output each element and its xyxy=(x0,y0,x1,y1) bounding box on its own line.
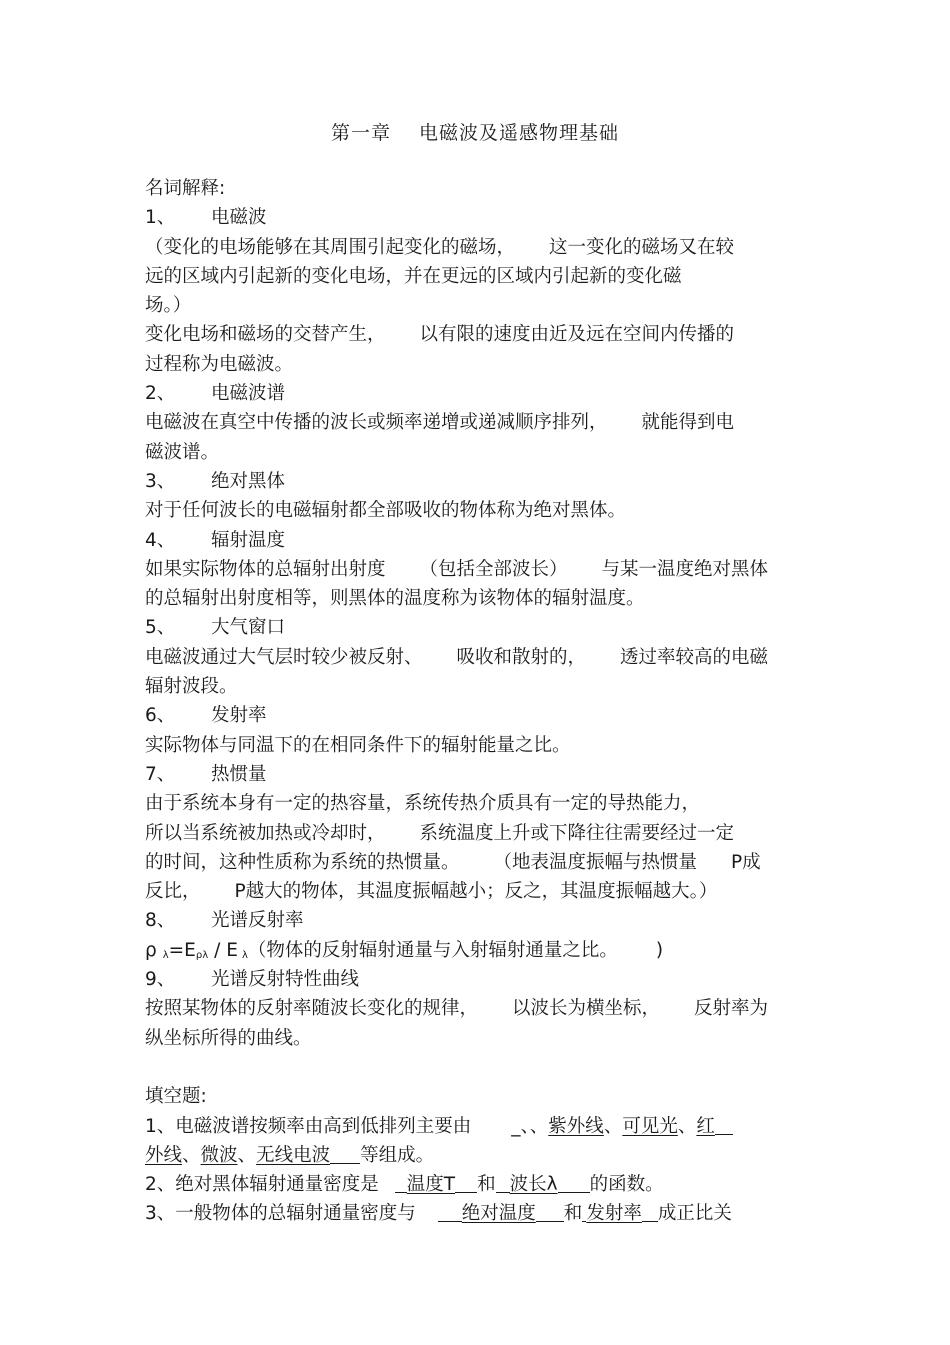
page-title xyxy=(0,118,950,145)
formula-note: （物体的反射辐射通量与入射辐射通量之比。 xyxy=(247,939,618,961)
fill-answer: 发射率 xyxy=(586,1203,642,1225)
chapter-name: 电磁波及遥感物理基础 xyxy=(419,122,620,144)
term-definition-line: 反比， P越大的物体，其温度振幅越小；反之，其温度振幅越大。） xyxy=(145,881,718,903)
fill-question-2: 2、绝对黑体辐射通量密度是 温度T 和 波长λ 的函数。 xyxy=(145,1174,664,1196)
fill-answer: 微波 xyxy=(200,1144,238,1166)
term-heading xyxy=(145,203,815,232)
term-definition-line: 电磁波通过大气层时较少被反射、 吸收和散射的， 透过率较高的电磁 xyxy=(145,646,769,668)
fill-answer: 外线 xyxy=(145,1144,183,1166)
term-number: 2、 xyxy=(145,383,176,405)
term-heading xyxy=(145,701,815,730)
fill-blank: _、、 xyxy=(511,1115,549,1137)
term-number: 7、 xyxy=(145,763,176,785)
term-heading xyxy=(145,906,815,935)
term-number: 8、 xyxy=(145,910,176,932)
formula-line: ρ $_\lambda=E_{\rho\lambda} / E$ $_\lambda$（物体的反射辐射通量与入射辐射通量之比。 ) xyxy=(145,939,664,961)
term-name: 大气窗口 xyxy=(211,617,286,639)
fill-answer: 波长λ xyxy=(509,1174,558,1196)
term-definition-line: 电磁波在真空中传播的波长或频率递增或递减顺序排列， 就能得到电 xyxy=(145,412,735,434)
term-number: 4、 xyxy=(145,529,176,551)
term-definition-line: 变化电场和磁场的交替产生， 以有限的速度由近及远在空间内传播的 xyxy=(145,324,735,346)
term-heading xyxy=(145,526,815,555)
term-definition-line: 的时间，这种性质称为系统的热惯量。 （地表温度振幅与热惯量 P成 xyxy=(145,851,761,873)
term-definition-line: 实际物体与同温下的在相同条件下的辐射能量之比。 xyxy=(145,734,571,756)
term-definition-line: 过程称为电磁波。 xyxy=(145,353,294,375)
term-heading xyxy=(145,467,815,496)
term-definition-line: 对于任何波长的电磁辐射都全部吸收的物体称为绝对黑体。 xyxy=(145,500,627,522)
fill-question-1: 1、电磁波谱按频率由高到低排列主要由 _、、紫外线、可见光、红 xyxy=(145,1112,815,1141)
fill-answer: 温度T xyxy=(406,1174,456,1196)
fill-answer: 紫外线 xyxy=(548,1115,604,1137)
term-heading xyxy=(145,613,815,642)
term-heading xyxy=(145,760,815,789)
fill-answer: 可见光 xyxy=(622,1115,678,1137)
term-heading xyxy=(145,379,815,408)
section-heading-fill: 填空题: xyxy=(145,1086,207,1108)
rho-symbol: ρ xyxy=(145,939,157,961)
fill-answer: 无线电波 xyxy=(256,1144,331,1166)
term-definition-line: 的总辐射出射度相等，则黑体的温度称为该物体的辐射温度。 xyxy=(145,588,645,610)
term-name: 光谱反射特性曲线 xyxy=(211,969,360,991)
term-definition-line: 按照某物体的反射率随波长变化的规律， 以波长为横坐标， 反射率为 xyxy=(145,998,769,1020)
term-definition-line: （变化的电场能够在其周围引起变化的磁场， 这一变化的磁场又在较 xyxy=(145,236,735,258)
term-number: 1、 xyxy=(145,207,176,229)
term-definition-line: 纵坐标所得的曲线。 xyxy=(145,1027,312,1049)
term-number: 6、 xyxy=(145,705,176,727)
term-definition-line: 辐射波段。 xyxy=(145,676,238,698)
term-definition-line: 由于系统本身有一定的热容量，系统传热介质具有一定的导热能力， xyxy=(145,793,701,815)
term-name: 电磁波谱 xyxy=(211,383,286,405)
term-definition-line: 如果实际物体的总辐射出射度 （包括全部波长） 与某一温度绝对黑体 xyxy=(145,558,769,580)
term-name: 光谱反射率 xyxy=(211,910,304,932)
fill-question-1-cont: 外线、微波、无线电波 等组成。 xyxy=(145,1144,435,1166)
term-name: 辐射温度 xyxy=(211,529,286,551)
terms-list xyxy=(145,203,815,1053)
fill-question-3: 3、一般物体的总辐射通量密度与 绝对温度 和 发射率 成正比关 xyxy=(145,1203,732,1225)
term-name: 绝对黑体 xyxy=(211,470,286,492)
term-name: 发射率 xyxy=(211,705,267,727)
term-number: 5、 xyxy=(145,617,176,639)
term-number: 3、 xyxy=(145,470,176,492)
term-definition-line: 场。） xyxy=(145,295,192,317)
fill-answer: 红 xyxy=(696,1115,715,1137)
chapter-label: 第一章 xyxy=(330,122,391,144)
section-heading-terms: 名词解释: xyxy=(145,178,226,199)
term-name: 电磁波 xyxy=(211,207,267,229)
document-body xyxy=(145,174,815,1229)
term-definition-line: 所以当系统被加热或冷却时， 系统温度上升或下降往往需要经过一定 xyxy=(145,822,735,844)
term-definition-line: 远的区域内引起新的变化电场，并在更远的区域内引起新的变化磁 xyxy=(145,265,682,287)
term-name: 热惯量 xyxy=(211,763,267,785)
term-definition-line: 磁波谱。 xyxy=(145,441,220,463)
term-heading xyxy=(145,965,815,994)
fill-answer: 绝对温度 xyxy=(461,1203,536,1225)
term-number: 9、 xyxy=(145,969,176,991)
